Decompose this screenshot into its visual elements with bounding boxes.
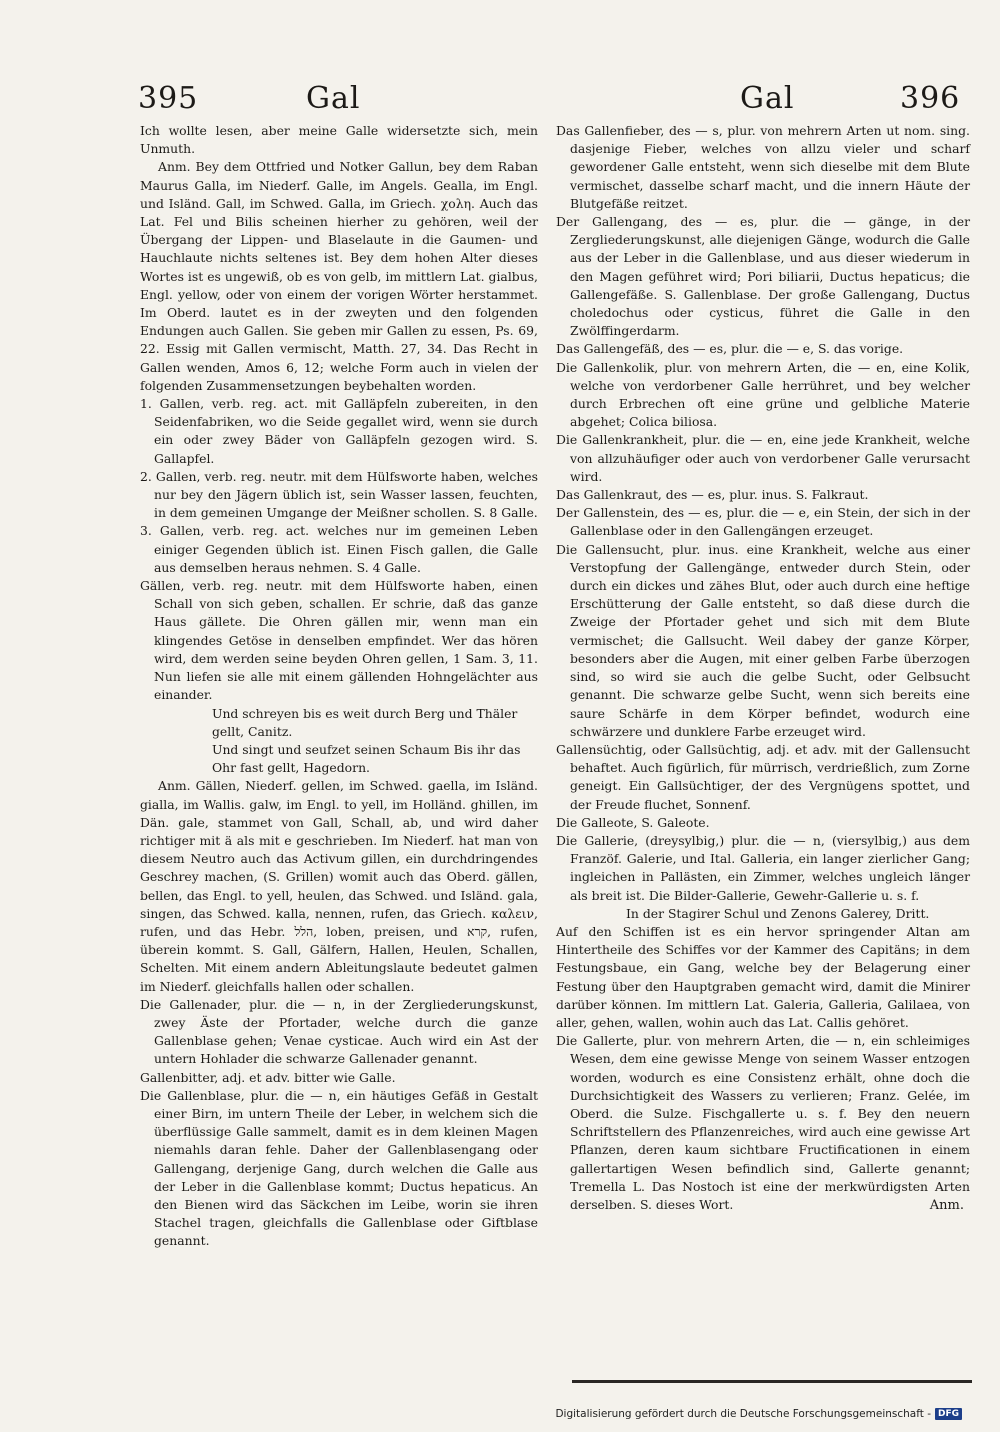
verse-quote: Und singt und seufzet seinen Schaum Bis ihr das Ohr fast gellt, Hagedorn. — [212, 741, 521, 776]
dictionary-entry: Die Gallenkolik, plur. von mehrern Arten, die — en, eine Kolik, welche von verdorbener Galle herrühret, und bey welcher durch Erbrechen oft eine grüne und gelbliche Materie abgehet; Colica biliosa. — [556, 359, 970, 430]
dictionary-entry: 1. Gallen, verb. reg. act. mit Galläpfeln zubereiten, in den Seidenfabriken, wo die Seide gegallet wird, wenn sie durch ein oder zwey Bäder von Galläpfeln gezogen wird. S. Gallapfel. — [140, 396, 538, 466]
right-column — [556, 122, 970, 1214]
continued-paragraph: Auf den Schiffen ist es ein hervor springender Altan am Hintertheile des Schiffes vor der Kammer des Capitäns; in dem Festungsbaue, ein Gang, welche bey der Belagerung einer Festung über den Hauptgraben gemacht wird, damit die Minirer darüber können. Im mittlern Lat. Galeria, Galleria, Galilaea, von aller, gehen, wallen, wohin auch das Lat. Callis gehöret. — [556, 923, 970, 1030]
annotation-paragraph: Anm. Gällen, Niederf. gellen, im Schwed. gaella, im Isländ. gialla, im Wallis. galw, im Engl. to yell, im Holländ. ghillen, im Dän. gale, stammet von Gall, Schall, ab, und wird daher richtiger mit ä als mit e geschrieben. Im Niederf. hat man von diesem Neutro auch das Activum gillen, ein durchdringendes Geschrey machen, (S. Grillen) womit auch das Oberd. gällen, bellen, das Engl. to yell, heulen, das Schwed. und Isländ. gala, singen, das Schwed. kalla, nennen, rufen, das Griech. καλειν, rufen, und das Hebr. הלל, loben, preisen, und קרא, rufen, überein kommt. S. Gall, Gälfern, Hallen, Heulen, Schallen, Schelten. Mit einem andern Ableitungslaute bedeutet galmen im Niederf. gleichfalls hallen oder schallen. — [140, 778, 538, 994]
dfg-logo: DFG — [935, 1408, 962, 1420]
dictionary-entry: 2. Gallen, verb. reg. neutr. mit dem Hülfsworte haben, welches nur bey den Jägern üblich ist, sein Wasser lassen, feuchten, in dem gemeinen Umgange der Meißner schollen. S. 8 Galle. — [140, 468, 538, 521]
dictionary-entry: Gallensüchtig, oder Gallsüchtig, adj. et adv. mit der Gallensucht behaftet. Auch figürlich, für mürrisch, verdrießlich, zum Zorne geneigt. Ein Gallsüchtiger, der des Vergnügens spottet, und der Freude fluchet, Sonnenf. — [556, 741, 970, 812]
right-running-title: Gal — [740, 81, 795, 116]
bottom-rule — [572, 1380, 972, 1383]
dictionary-entry: Gallenbitter, adj. et adv. bitter wie Galle. — [140, 1069, 396, 1085]
right-page-number: 396 — [900, 81, 961, 116]
dictionary-entry: Die Gallerie, (dreysylbig,) plur. die — n, (viersylbig,) aus dem Franzöf. Galerie, und Ital. Galleria, ein langer zierlicher Gang; ingleichen in Pallästen, ein Zimmer, welches ungleich länger als breit ist. Die Bilder-Gallerie, Gewehr-Gallerie u. s. f. — [556, 832, 970, 903]
dictionary-entry: Die Gallerte, plur. von mehrern Arten, die — n, ein schleimiges Wesen, dem eine gewisse Menge von seinem Wasser entzogen worden, wodurch es eine Consistenz erhält, ohne doch die Durchsichtigkeit des Wassers zu verlieren; Franz. Gelée, im Oberd. die Sulze. Fischgallerte u. s. f. Bey den neuern Schriftstellern des Pflanzenreiches, wird auch eine gewisse Art Pflanzen, deren kaum sichtbare Fructificationen in einem gallertartigen Wesen befindlich sind, Gallerte genannt; Tremella L. Das Nostoch ist eine der merkwürdigsten Arten derselben. S. dieses Wort. — [556, 1033, 970, 1212]
dictionary-entry: 3. Gallen, verb. reg. act. welches nur im gemeinen Leben einiger Gegenden üblich ist. Einen Fisch gallen, die Galle aus demselben heraus nehmen. S. 4 Galle. — [140, 523, 538, 575]
dictionary-entry: Die Gallenblase, plur. die — n, ein häutiges Gefäß in Gestalt einer Birn, im untern Theile der Leber, in welchem sich die überflüssige Galle sammelt, damit es in dem kleinen Magen niemahls daran fehle. Daher der Gallenblasengang oder Gallengang, derjenige Gang, durch welchen die Galle aus der Leber in die Gallenblase kommt; Ductus hepaticus. An den Bienen wird das Säckchen im Leibe, worin sie ihren Stachel tragen, gleichfalls die Gallenblase oder Giftblase genannt. — [140, 1087, 538, 1249]
dictionary-entry: Die Gallenader, plur. die — n, in der Zergliederungskunst, zwey Äste der Pfortader, welche durch die ganze Gallenblase gehen; Venae cysticae. Auch wird ein Ast der untern Hohlader die schwarze Gallenader genannt. — [140, 996, 538, 1067]
dictionary-entry: Das Gallengefäß, des — es, plur. die — e, S. das vorige. — [556, 341, 904, 357]
catchword: Anm. — [929, 1198, 964, 1213]
dictionary-entry: Die Galleote, S. Galeote. — [556, 814, 710, 830]
footer — [555, 1408, 962, 1420]
dictionary-entry: Der Gallenstein, des — es, plur. die — e, ein Stein, der sich in der Gallenblase oder in den Gallengängen erzeuget. — [556, 505, 970, 539]
left-running-title: Gal — [306, 81, 361, 116]
dictionary-entry: Die Gallenkrankheit, plur. die — en, eine jede Krankheit, welche von allzuhäufiger oder auch von verdorbener Galle verursacht wird. — [556, 432, 970, 484]
dictionary-entry: Das Gallenfieber, des — s, plur. von mehrern Arten ut nom. sing. dasjenige Fieber, welches von allzu vieler und scharf gewordener Galle entsteht, wenn sich dieselbe mit dem Blute vermischet, dasselbe scharf macht, und die innern Häute der Blutgefäße reitzet. — [556, 123, 970, 211]
left-page-number: 395 — [138, 81, 199, 116]
dictionary-entry: Das Gallenkraut, des — es, plur. inus. S. Falkraut. — [556, 487, 869, 503]
annotation-paragraph: Anm. Bey dem Ottfried und Notker Gallun, bey dem Raban Maurus Galla, im Niederf. Galle, im Angels. Gealla, im Engl. und Isländ. Gall, im Schwed. Galla, im Griech. χολη. Auch das Lat. Fel und Bilis scheinen hierher zu gehören, weil der Übergang der Lippen- und Blaselaute in die Gaumen- und Hauchlaute nichts seltenes ist. Bey dem hohen Alter dieses Wortes ist es ungewiß, ob es von gelb, im mittlern Lat. gialbus, Engl. yellow, oder von einem der vorigen Wörter herstammet. Im Oberd. lautet es in der zweyten und den folgenden Endungen auch Gallen. Sie geben mir Gallen zu essen, Ps. 69, 22. Essig mit Gallen vermischt, Matth. 27, 34. Das Recht in Gallen wenden, Amos 6, 12; welche Form auch in vielen der folgenden Zusammensetzungen beybehalten worden. — [140, 159, 538, 393]
continued-paragraph: Ich wollte lesen, aber meine Galle widersetzte sich, mein Unmuth. — [140, 123, 538, 157]
left-column — [140, 122, 538, 1251]
verse-quote: Und schreyen bis es weit durch Berg und Thäler gellt, Canitz. — [212, 705, 518, 739]
dictionary-entry: Der Gallengang, des — es, plur. die — gänge, in der Zergliederungskunst, alle diejenigen Gänge, wodurch die Galle aus der Leber in die Gallenblase, und aus dieser wiederum in den Magen geführet wird; Pori biliarii, Ductus hepaticus; die Gallengefäße. S. Gallenblase. Der große Gallengang, Ductus choledochus oder cysticus, führet die Galle in den Zwölffingerdarm. — [556, 214, 970, 339]
dictionary-entry: Die Gallensucht, plur. inus. eine Krankheit, welche aus einer Verstopfung der Gallengänge, entweder durch Stein, oder durch ein dickes und zähes Blut, oder auch durch eine heftige Erschütterung der Galle entsteht, so daß diese durch die Zweige der Pfortader gehet und sich mit dem Blute vermischet; die Gallsucht. Weil dabey der ganze Körper, besonders aber die Augen, mit einer gelben Farbe überzogen sind, so wird sie auch die gelbe Sucht, oder Gelbsucht genannt. Die schwarze gelbe Sucht, wenn sich bereits eine saure Schärfe in dem Körper befindet, wodurch eine schwärzere und dunklere Farbe erzeuget wird. — [556, 541, 970, 739]
footer-text: Digitalisierung gefördert durch die Deutsche Forschungsgemeinschaft - — [555, 1408, 931, 1420]
dictionary-entry: Gällen, verb. reg. neutr. mit dem Hülfsworte haben, einen Schall von sich geben, schallen. Er schrie, daß das ganze Haus gällete. Die Ohren gällen mir, wenn man ein klingendes Getöse in denselben empfindet. Wer das hören wird, dem werden seine beyden Ohren gellen, 1 Sam. 3, 11. Nun liefen sie alle mit einem gällenden Hohngelächter aus einander. — [140, 578, 538, 703]
verse-quote: In der Stagirer Schul und Zenons Galerey, Dritt. — [626, 905, 930, 921]
